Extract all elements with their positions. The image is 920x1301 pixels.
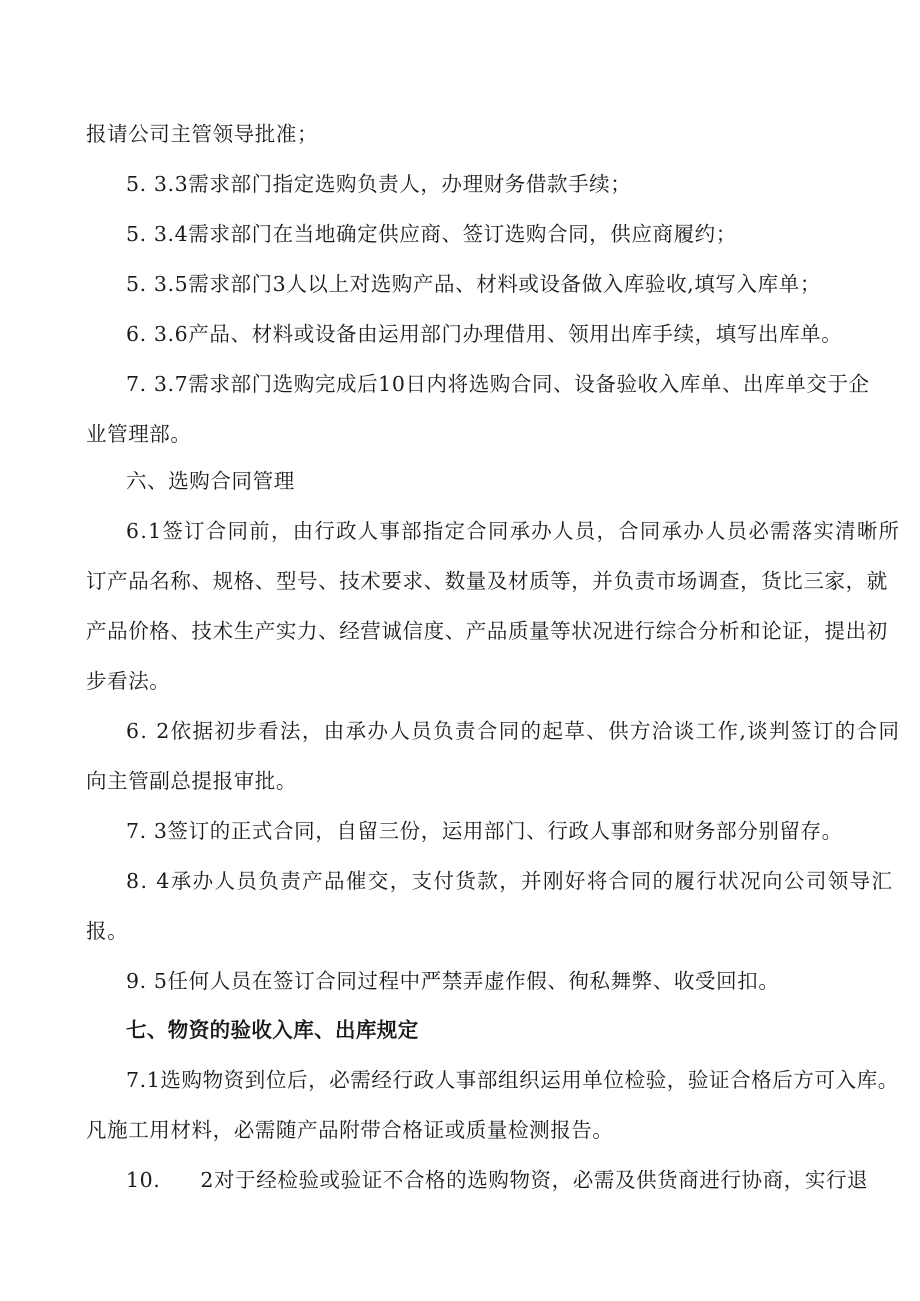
clause-number: 10. xyxy=(126,1168,161,1192)
paragraph-line: 5. 3.5需求部门3人以上对选购产品、材料或设备做入库验收,填写入库单； xyxy=(126,272,821,296)
paragraph-line: 6. 2依据初步看法，由承办人员负责合同的起草、供方洽谈工作,谈判签订的合同 xyxy=(126,719,901,743)
section-heading: 六、选购合同管理 xyxy=(126,469,295,493)
paragraph-line: 凡施工用材料，必需随产品附带合格证或质量检测报告。 xyxy=(86,1118,614,1142)
paragraph-line: 产品价格、技术生产实力、经营诚信度、产品质量等状况进行综合分析和论证，提出初 xyxy=(86,619,888,643)
paragraph-line: 5. 3.4需求部门在当地确定供应商、签订选购合同，供应商履约； xyxy=(126,222,737,246)
paragraph-line: 7. 3签订的正式合同，自留三份，运用部门、行政人事部和财务部分别留存。 xyxy=(126,819,843,843)
paragraph-line: 向主管副总提报审批。 xyxy=(86,769,297,793)
paragraph-line: 7.1选购物资到位后，必需经行政人事部组织运用单位检验，验证合格后方可入库。 xyxy=(126,1068,899,1092)
paragraph-line: 6.1签订合同前，由行政人事部指定合同承办人员，合同承办人员必需落实清晰所 xyxy=(126,519,901,543)
paragraph-line: 6. 3.6产品、材料或设备由运用部门办理借用、领用出库手续，填写出库单。 xyxy=(126,322,843,346)
paragraph-line-last xyxy=(126,1167,868,1193)
paragraph-line: 报请公司主管领导批准； xyxy=(86,122,319,146)
paragraph-line: 步看法。 xyxy=(86,669,171,693)
clause-text: 2对于经检验或验证不合格的选购物资，必需及供货商进行协商，实行退 xyxy=(200,1168,869,1192)
paragraph-line: 订产品名称、规格、型号、技术要求、数量及材质等，并负责市场调查，货比三家，就 xyxy=(86,569,888,593)
paragraph-line: 8. 4承办人员负责产品催交，支付货款，并刚好将合同的履行状况向公司领导汇 xyxy=(126,869,894,893)
paragraph-line: 5. 3.3需求部门指定选购负责人，办理财务借款手续； xyxy=(126,172,632,196)
paragraph-line: 报。 xyxy=(86,919,129,943)
paragraph-line: 9. 5任何人员在签订合同过程中严禁弄虚作假、徇私舞弊、收受回扣。 xyxy=(126,969,780,993)
section-heading-bold: 七、物资的验收入库、出库规定 xyxy=(126,1018,419,1042)
paragraph-line: 7. 3.7需求部门选购完成后10日内将选购合同、设备验收入库单、出库单交于企 xyxy=(126,372,870,396)
paragraph-line: 业管理部。 xyxy=(86,422,192,446)
